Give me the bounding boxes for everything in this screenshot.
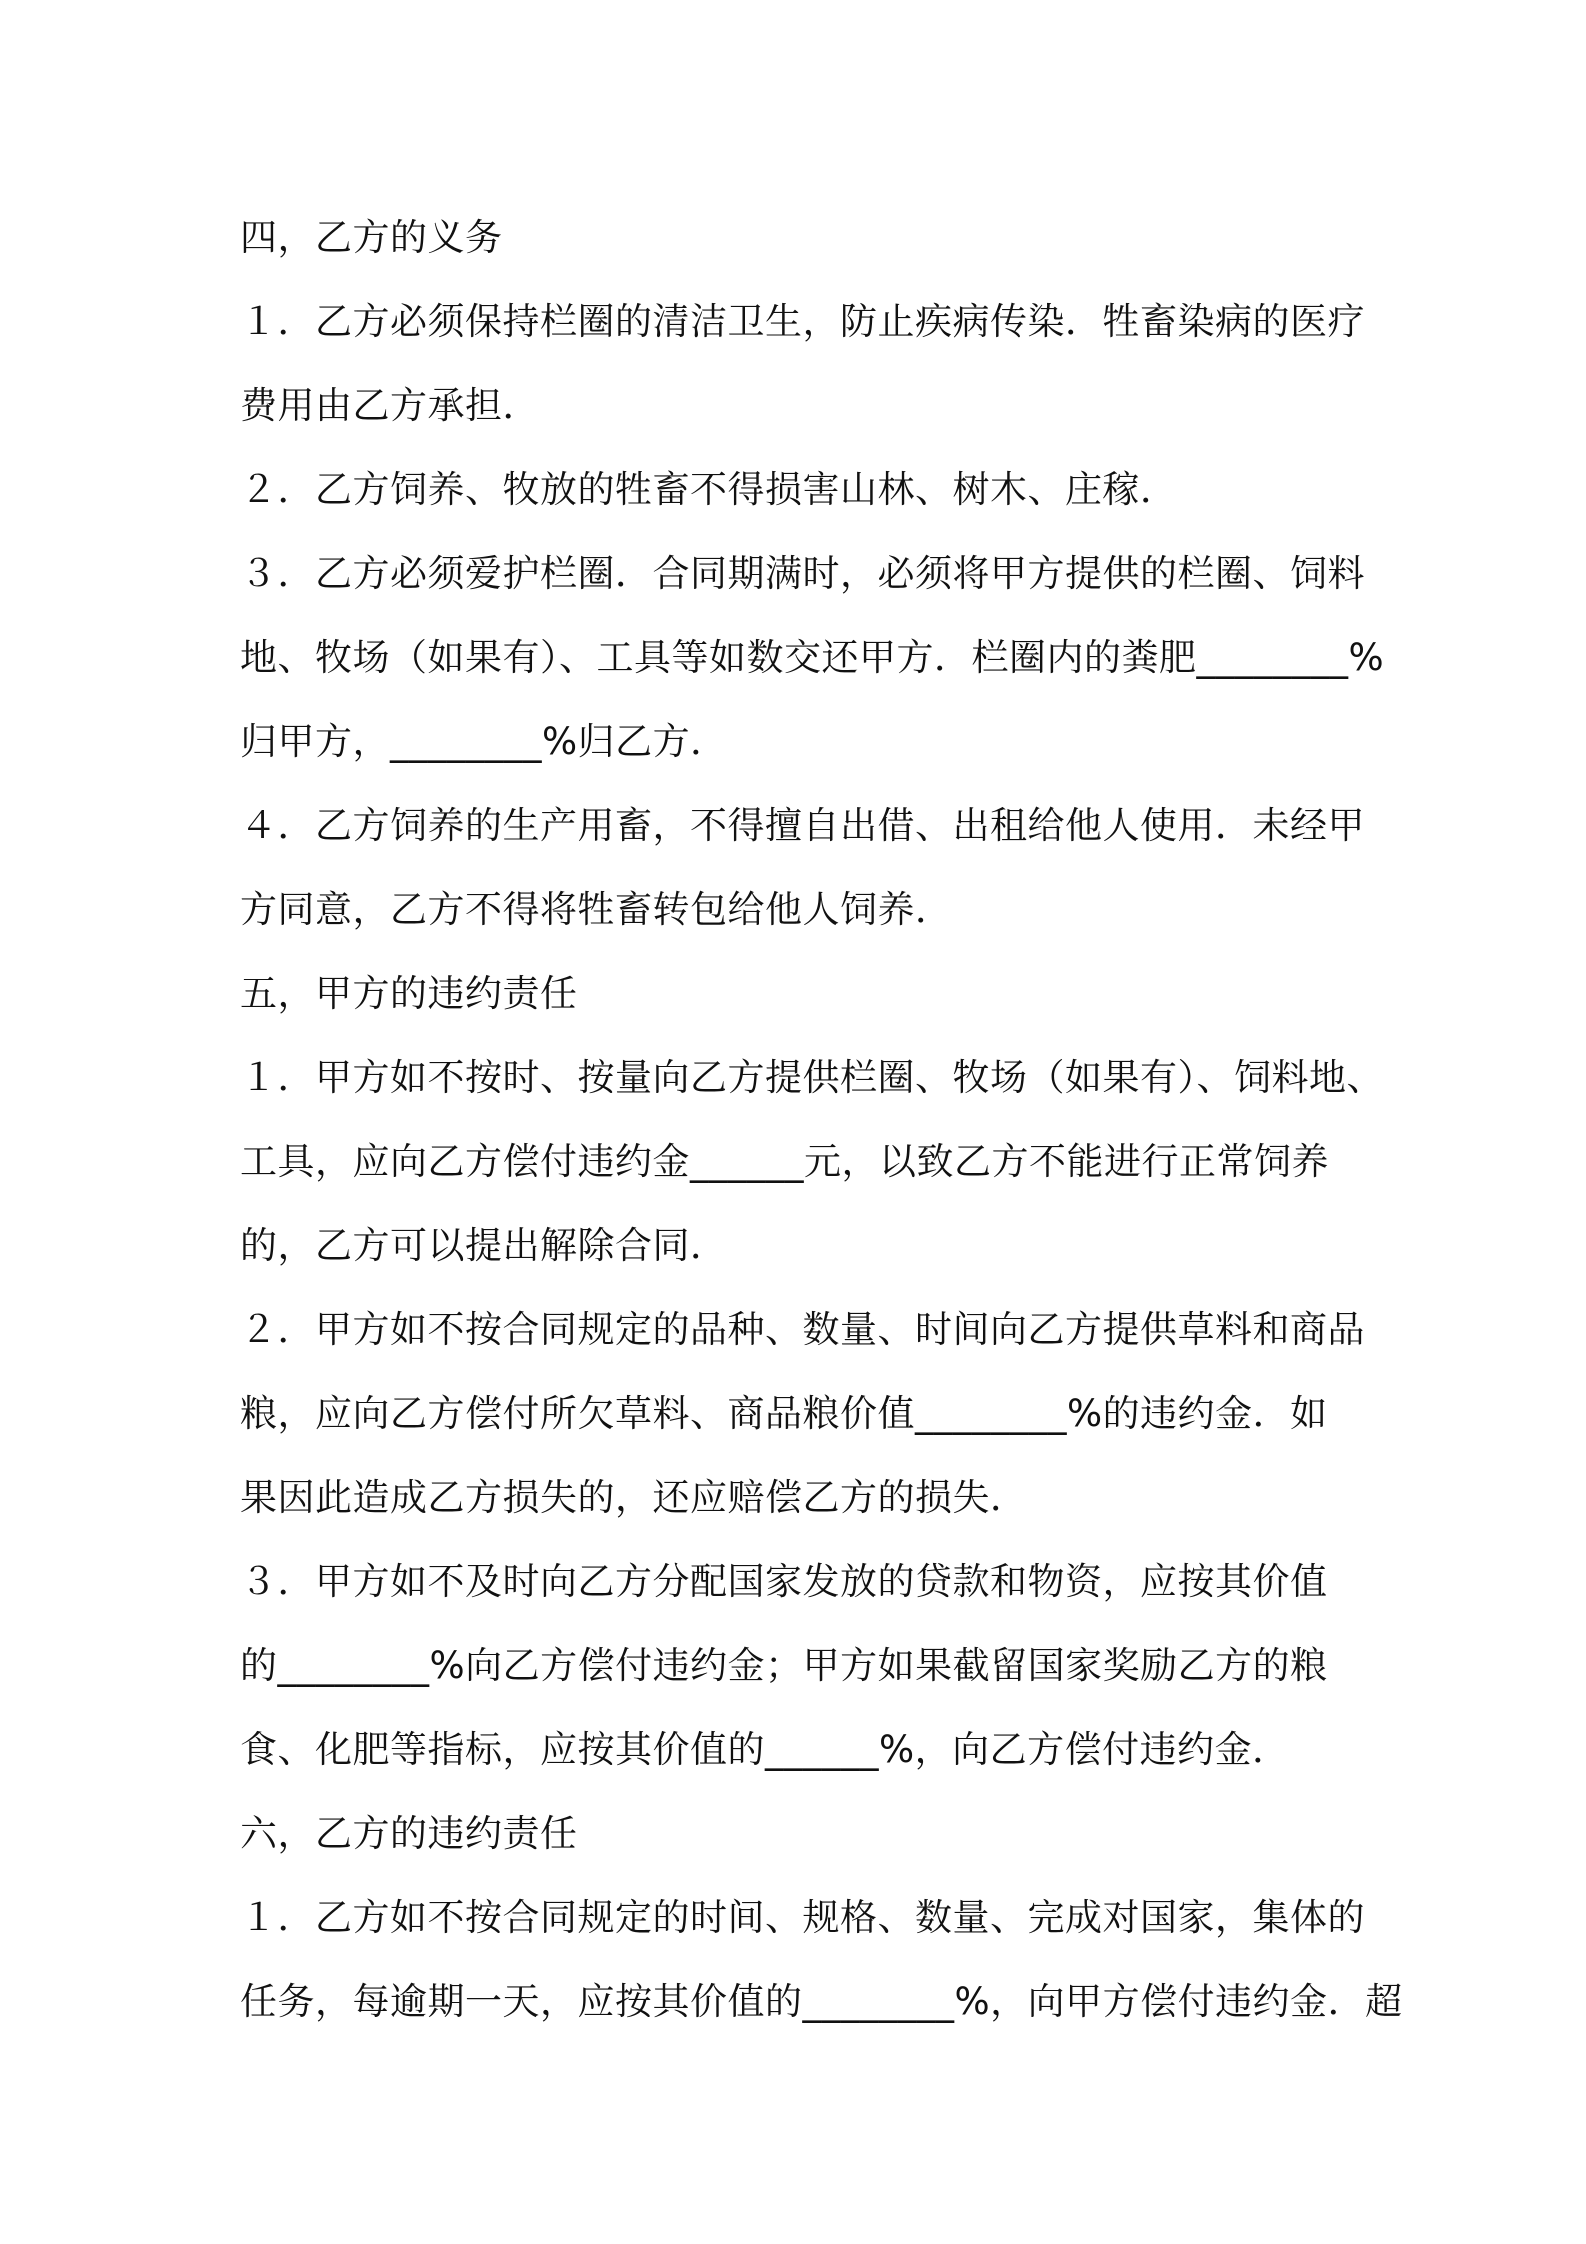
- text-line: 果因此造成乙方损失的，还应赔偿乙方的损失．: [240, 1476, 1028, 1519]
- section-heading-5: 五，甲方的违约责任: [240, 972, 578, 1015]
- text-line: １．甲方如不按时、按量向乙方提供栏圈、牧场（如果有）、饲料地、: [240, 1056, 1384, 1099]
- text-line: 工具，应向乙方偿付违约金______元，以致乙方不能进行正常饲养: [240, 1140, 1329, 1183]
- text-line: ３．甲方如不及时向乙方分配国家发放的贷款和物资，应按其价值: [240, 1560, 1328, 1603]
- text-line: 方同意，乙方不得将牲畜转包给他人饲养．: [240, 888, 953, 931]
- text-line: １．乙方必须保持栏圈的清洁卫生，防止疾病传染．牲畜染病的医疗: [240, 300, 1365, 343]
- text-line: 费用由乙方承担．: [240, 384, 540, 427]
- text-line: 粮，应向乙方偿付所欠草料、商品粮价值________%的违约金．如: [240, 1392, 1328, 1435]
- text-line: ３．乙方必须爱护栏圈．合同期满时，必须将甲方提供的栏圈、饲料: [240, 552, 1365, 595]
- section-heading-6: 六，乙方的违约责任: [240, 1812, 578, 1855]
- text-line: １．乙方如不按合同规定的时间、规格、数量、完成对国家，集体的: [240, 1896, 1365, 1939]
- section-heading-4: 四，乙方的义务: [240, 216, 503, 259]
- document-body: [240, 196, 1403, 2044]
- text-line: 的，乙方可以提出解除合同．: [240, 1224, 728, 1267]
- text-line: 的________%向乙方偿付违约金；甲方如果截留国家奖励乙方的粮: [240, 1644, 1328, 1687]
- text-line: ２．乙方饲养、牧放的牲畜不得损害山林、树木、庄稼．: [240, 468, 1178, 511]
- text-line: 任务，每逾期一天，应按其价值的________%，向甲方偿付违约金．超: [240, 1980, 1403, 2023]
- text-line: 归甲方，________%归乙方．: [240, 720, 728, 763]
- text-line: 食、化肥等指标，应按其价值的______%，向乙方偿付违约金．: [240, 1728, 1290, 1771]
- text-line: ４．乙方饲养的生产用畜，不得擅自出借、出租给他人使用．未经甲: [240, 804, 1365, 847]
- text-line: ２．甲方如不按合同规定的品种、数量、时间向乙方提供草料和商品: [240, 1308, 1365, 1351]
- text-line: 地、牧场（如果有）、工具等如数交还甲方．栏圈内的粪肥________%: [240, 636, 1385, 679]
